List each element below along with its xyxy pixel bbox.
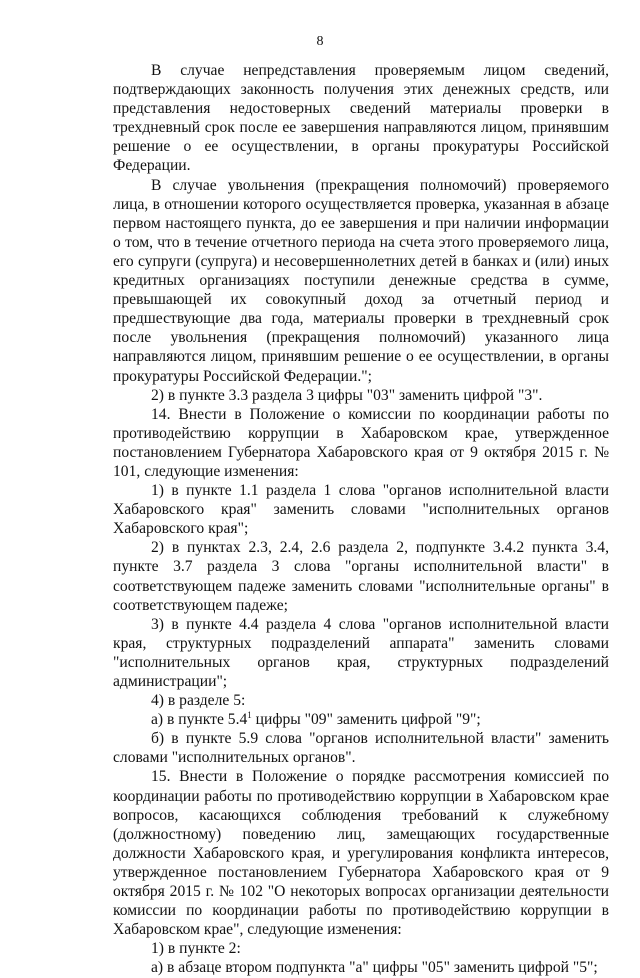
page-number: 8 [316,34,324,49]
document-body [113,61,609,978]
paragraph: 3) в пункте 4.4 раздела 4 слова "органов исполнительной власти края, структурных подразделений аппарата" заменить словами "исполнительных органов края, структурных подразделений администрации"; [113,615,609,690]
paragraph: 1) в пункте 1.1 раздела 1 слова "органов исполнительной власти Хабаровского края" заменить словами "исполнительных органов Хабаровского края"; [113,482,609,538]
paragraph: б) в пункте 5.9 слова "органов исполнительной власти" заменить словами "исполнительных органов". [113,730,609,767]
paragraph-text: а) в пункте 5.4 [151,711,248,729]
paragraph: 15. Внести в Положение о порядке рассмотрения комиссией по координации работы по противодействию коррупции в Хабаровском крае вопросов, касающихся соблюдения требований к служебному (должностному) поведению лиц, замещающих государственные должности Хабаровского края, и урегулирования конфликта интересов, утвержденное постановлением Губернатора Хабаровского края от 9 октября 2015 г. № 102 "О некоторых вопросах организации деятельности комиссии по координации работы по противодействию коррупции в Хабаровском крае", следующие изменения: [113,768,609,939]
paragraph: а) в абзаце втором подпункта "а" цифры "05" заменить цифрой "5"; [151,959,598,977]
paragraph: 4) в разделе 5: [151,692,246,710]
superscript: 1 [247,710,252,720]
paragraph-text: цифры "09" заменить цифрой "9"; [251,711,481,729]
paragraph: 1) в пункте 2: [151,940,241,958]
paragraph: В случае увольнения (прекращения полномочий) проверяемого лица, в отношении которого осуществляется проверка, указанная в абзаце первом настоящего пункта, до ее завершения и при наличии информации о том, что в течение отчетного периода на счета этого проверяемого лица, его супруги (супруга) и несовершеннолетних детей в банках и (или) иных кредитных организациях поступили денежные средства в сумме, превышающей их совокупный доход за отчетный период и предшествующие два года, материалы проверки в трехдневный срок после увольнения (прекращения полномочий) указанного лица направляются лицом, принявшим решение о ее осуществлении, в органы прокуратуры Российской Федерации."; [113,176,609,385]
paragraph: 2) в пунктах 2.3, 2.4, 2.6 раздела 2, подпункте 3.4.2 пункта 3.4, пункте 3.7 раздела 3 слова "органы исполнительной власти" в соответствующем падеже заменить словами "исполнительные органы" в соответствующем падеже; [113,539,609,614]
paragraph: 2) в пункте 3.3 раздела 3 цифры "03" заменить цифрой "3". [151,386,543,404]
paragraph: В случае непредставления проверяемым лицом сведений, подтверждающих законность получения этих денежных средств, или представления недостоверных сведений материалы проверки в трехдневный срок после ее завершения направляются лицом, принявшим решение о ее осуществлении, в органы прокуратуры Российской Федерации. [113,62,609,175]
paragraph: 14. Внести в Положение о комиссии по координации работы по противодействию коррупции в Хабаровском крае, утвержденное постановлением Губернатора Хабаровского края от 9 октября 2015 г. № 101, следующие изменения: [113,405,609,480]
paragraph [113,710,609,729]
